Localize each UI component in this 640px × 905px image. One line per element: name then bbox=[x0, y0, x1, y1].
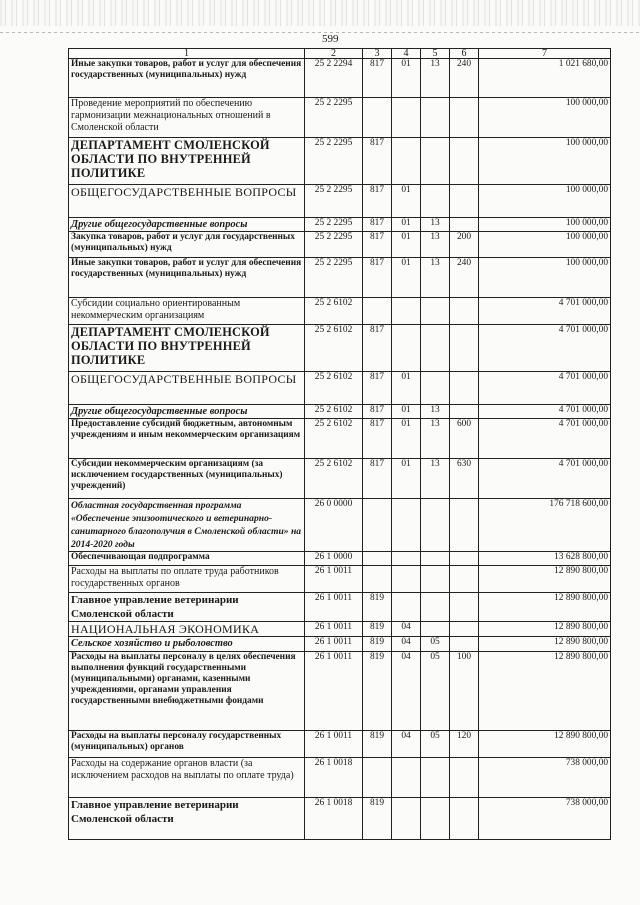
row-name: Областная государственная программа «Обеспечение эпизоотического и ветеринарно-санитарного благополучия в Смоленской области» на 2014-2020 годы bbox=[69, 499, 305, 552]
table-row bbox=[69, 258, 611, 298]
expense-type: 630 bbox=[450, 459, 479, 499]
target-code: 26 1 0011 bbox=[305, 566, 363, 593]
section-code bbox=[392, 325, 421, 372]
scan-line bbox=[0, 32, 640, 33]
section-code: 01 bbox=[392, 218, 421, 232]
gov-code: 817 bbox=[363, 372, 392, 405]
page-number: 599 bbox=[322, 33, 339, 45]
amount: 100 000,00 bbox=[479, 138, 611, 185]
target-code: 26 1 0018 bbox=[305, 798, 363, 840]
subsection-code bbox=[421, 325, 450, 372]
amount: 100 000,00 bbox=[479, 185, 611, 218]
expense-type bbox=[450, 185, 479, 218]
row-name: Субсидии некоммерческим организациям (за исключением государственных (муниципальных) учреждений) bbox=[69, 459, 305, 499]
row-name: Расходы на содержание органов власти (за исключением расходов на выплаты по оплате труда) bbox=[69, 758, 305, 798]
section-code bbox=[392, 552, 421, 566]
subsection-code bbox=[421, 758, 450, 798]
gov-code bbox=[363, 552, 392, 566]
col-header: 3 bbox=[363, 49, 392, 59]
amount: 100 000,00 bbox=[479, 232, 611, 258]
row-name: Закупка товаров, работ и услуг для государственных (муниципальных) нужд bbox=[69, 232, 305, 258]
amount: 4 701 000,00 bbox=[479, 419, 611, 459]
target-code: 25 2 6102 bbox=[305, 419, 363, 459]
row-name: Обеспечивающая подпрограмма bbox=[69, 552, 305, 566]
table-row bbox=[69, 325, 611, 372]
target-code: 26 1 0011 bbox=[305, 637, 363, 652]
section-code bbox=[392, 138, 421, 185]
expense-type bbox=[450, 372, 479, 405]
row-name: Расходы на выплаты по оплате труда работников государственных органов bbox=[69, 566, 305, 593]
expense-type bbox=[450, 566, 479, 593]
gov-code: 819 bbox=[363, 731, 392, 758]
subsection-code bbox=[421, 552, 450, 566]
row-name: Субсидии социально ориентированным некоммерческим организациям bbox=[69, 298, 305, 325]
table-row bbox=[69, 499, 611, 552]
section-code: 04 bbox=[392, 731, 421, 758]
table-row bbox=[69, 419, 611, 459]
table-row bbox=[69, 218, 611, 232]
expense-type bbox=[450, 499, 479, 552]
section-code: 04 bbox=[392, 622, 421, 637]
amount: 4 701 000,00 bbox=[479, 298, 611, 325]
expense-type bbox=[450, 622, 479, 637]
subsection-code bbox=[421, 298, 450, 325]
subsection-code bbox=[421, 566, 450, 593]
expense-type bbox=[450, 138, 479, 185]
section-code bbox=[392, 566, 421, 593]
target-code: 26 1 0011 bbox=[305, 593, 363, 622]
table-row bbox=[69, 405, 611, 419]
table-row bbox=[69, 637, 611, 652]
budget-table bbox=[68, 48, 611, 840]
target-code: 26 1 0011 bbox=[305, 731, 363, 758]
gov-code: 819 bbox=[363, 622, 392, 637]
subsection-code: 13 bbox=[421, 459, 450, 499]
amount: 1 021 680,00 bbox=[479, 59, 611, 98]
target-code: 25 2 2295 bbox=[305, 185, 363, 218]
section-code: 01 bbox=[392, 419, 421, 459]
table-row bbox=[69, 59, 611, 98]
expense-type bbox=[450, 758, 479, 798]
row-name: Расходы на выплаты персоналу государственных (муниципальных) органов bbox=[69, 731, 305, 758]
gov-code: 817 bbox=[363, 258, 392, 298]
subsection-code: 13 bbox=[421, 59, 450, 98]
amount: 4 701 000,00 bbox=[479, 405, 611, 419]
target-code: 25 2 2294 bbox=[305, 59, 363, 98]
subsection-code bbox=[421, 372, 450, 405]
target-code: 26 1 0011 bbox=[305, 622, 363, 637]
section-code bbox=[392, 593, 421, 622]
section-code: 04 bbox=[392, 637, 421, 652]
expense-type bbox=[450, 98, 479, 138]
expense-type: 240 bbox=[450, 59, 479, 98]
gov-code: 817 bbox=[363, 218, 392, 232]
expense-type bbox=[450, 325, 479, 372]
row-name: Главное управление ветеринарии Смоленской области bbox=[69, 798, 305, 840]
row-name: Предоставление субсидий бюджетным, автономным учреждениям и иным некоммерческим организациям bbox=[69, 419, 305, 459]
col-header: 7 bbox=[479, 49, 611, 59]
amount: 100 000,00 bbox=[479, 258, 611, 298]
target-code: 25 2 2295 bbox=[305, 258, 363, 298]
subsection-code bbox=[421, 138, 450, 185]
target-code: 25 2 6102 bbox=[305, 405, 363, 419]
row-name: ДЕПАРТАМЕНТ СМОЛЕНСКОЙ ОБЛАСТИ ПО ВНУТРЕННЕЙ ПОЛИТИКЕ bbox=[69, 325, 305, 372]
gov-code: 819 bbox=[363, 637, 392, 652]
expense-type bbox=[450, 798, 479, 840]
section-code bbox=[392, 758, 421, 798]
target-code: 25 2 6102 bbox=[305, 325, 363, 372]
subsection-code: 05 bbox=[421, 637, 450, 652]
target-code: 26 0 0000 bbox=[305, 499, 363, 552]
section-code: 01 bbox=[392, 232, 421, 258]
col-header: 1 bbox=[69, 49, 305, 59]
amount: 4 701 000,00 bbox=[479, 372, 611, 405]
section-code: 04 bbox=[392, 652, 421, 731]
section-code bbox=[392, 98, 421, 138]
target-code: 25 2 6102 bbox=[305, 459, 363, 499]
expense-type: 100 bbox=[450, 652, 479, 731]
expense-type bbox=[450, 593, 479, 622]
amount: 12 890 800,00 bbox=[479, 637, 611, 652]
table-row bbox=[69, 758, 611, 798]
amount: 12 890 800,00 bbox=[479, 593, 611, 622]
subsection-code: 05 bbox=[421, 652, 450, 731]
amount: 100 000,00 bbox=[479, 98, 611, 138]
section-code bbox=[392, 499, 421, 552]
gov-code bbox=[363, 298, 392, 325]
row-name: Главное управление ветеринарии Смоленской области bbox=[69, 593, 305, 622]
row-name: НАЦИОНАЛЬНАЯ ЭКОНОМИКА bbox=[69, 622, 305, 637]
gov-code bbox=[363, 98, 392, 138]
subsection-code: 13 bbox=[421, 258, 450, 298]
amount: 4 701 000,00 bbox=[479, 325, 611, 372]
expense-type: 200 bbox=[450, 232, 479, 258]
row-name: Расходы на выплаты персоналу в целях обеспечения выполнения функций государственными (муниципальными) органами, казенными учреждениями, органами управления государственными внебюджетными фондами bbox=[69, 652, 305, 731]
subsection-code bbox=[421, 499, 450, 552]
amount: 13 628 800,00 bbox=[479, 552, 611, 566]
expense-type bbox=[450, 552, 479, 566]
amount: 738 000,00 bbox=[479, 798, 611, 840]
target-code: 26 1 0011 bbox=[305, 652, 363, 731]
subsection-code: 13 bbox=[421, 218, 450, 232]
gov-code: 819 bbox=[363, 593, 392, 622]
table-row bbox=[69, 566, 611, 593]
amount: 738 000,00 bbox=[479, 758, 611, 798]
row-name: ОБЩЕГОСУДАРСТВЕННЫЕ ВОПРОСЫ bbox=[69, 372, 305, 405]
table-row bbox=[69, 232, 611, 258]
gov-code: 817 bbox=[363, 185, 392, 218]
header-row bbox=[69, 49, 611, 59]
amount: 12 890 800,00 bbox=[479, 622, 611, 637]
gov-code: 817 bbox=[363, 232, 392, 258]
row-name: ОБЩЕГОСУДАРСТВЕННЫЕ ВОПРОСЫ bbox=[69, 185, 305, 218]
section-code: 01 bbox=[392, 372, 421, 405]
scan-noise bbox=[0, 0, 640, 26]
target-code: 25 2 6102 bbox=[305, 298, 363, 325]
row-name: Иные закупки товаров, работ и услуг для обеспечения государственных (муниципальных) нужд bbox=[69, 258, 305, 298]
subsection-code: 13 bbox=[421, 405, 450, 419]
row-name: ДЕПАРТАМЕНТ СМОЛЕНСКОЙ ОБЛАСТИ ПО ВНУТРЕННЕЙ ПОЛИТИКЕ bbox=[69, 138, 305, 185]
subsection-code bbox=[421, 798, 450, 840]
section-code bbox=[392, 298, 421, 325]
table-row bbox=[69, 298, 611, 325]
row-name: Проведение мероприятий по обеспечению гармонизации межнациональных отношений в Смоленской области bbox=[69, 98, 305, 138]
amount: 176 718 600,00 bbox=[479, 499, 611, 552]
section-code: 01 bbox=[392, 59, 421, 98]
table-row bbox=[69, 622, 611, 637]
expense-type bbox=[450, 298, 479, 325]
amount: 4 701 000,00 bbox=[479, 459, 611, 499]
target-code: 26 1 0018 bbox=[305, 758, 363, 798]
gov-code: 819 bbox=[363, 798, 392, 840]
section-code: 01 bbox=[392, 185, 421, 218]
amount: 100 000,00 bbox=[479, 218, 611, 232]
expense-type bbox=[450, 405, 479, 419]
gov-code bbox=[363, 566, 392, 593]
table-row bbox=[69, 98, 611, 138]
subsection-code bbox=[421, 185, 450, 218]
amount: 12 890 800,00 bbox=[479, 566, 611, 593]
gov-code bbox=[363, 758, 392, 798]
table-row bbox=[69, 185, 611, 218]
gov-code: 817 bbox=[363, 405, 392, 419]
expense-type bbox=[450, 637, 479, 652]
amount: 12 890 800,00 bbox=[479, 731, 611, 758]
section-code: 01 bbox=[392, 459, 421, 499]
subsection-code bbox=[421, 593, 450, 622]
target-code: 25 2 2295 bbox=[305, 232, 363, 258]
subsection-code bbox=[421, 98, 450, 138]
table-row bbox=[69, 652, 611, 731]
target-code: 26 1 0000 bbox=[305, 552, 363, 566]
row-name: Другие общегосударственные вопросы bbox=[69, 405, 305, 419]
subsection-code: 13 bbox=[421, 419, 450, 459]
subsection-code: 05 bbox=[421, 731, 450, 758]
section-code: 01 bbox=[392, 258, 421, 298]
gov-code: 817 bbox=[363, 459, 392, 499]
table-row bbox=[69, 459, 611, 499]
target-code: 25 2 2295 bbox=[305, 218, 363, 232]
section-code bbox=[392, 798, 421, 840]
expense-type: 120 bbox=[450, 731, 479, 758]
table-row bbox=[69, 138, 611, 185]
table-row bbox=[69, 731, 611, 758]
expense-type: 600 bbox=[450, 419, 479, 459]
target-code: 25 2 2295 bbox=[305, 98, 363, 138]
expense-type: 240 bbox=[450, 258, 479, 298]
table-row bbox=[69, 593, 611, 622]
row-name: Сельское хозяйство и рыболовство bbox=[69, 637, 305, 652]
table-row bbox=[69, 798, 611, 840]
gov-code: 817 bbox=[363, 59, 392, 98]
col-header: 6 bbox=[450, 49, 479, 59]
table-row bbox=[69, 552, 611, 566]
col-header: 5 bbox=[421, 49, 450, 59]
row-name: Иные закупки товаров, работ и услуг для обеспечения государственных (муниципальных) нужд bbox=[69, 59, 305, 98]
amount: 12 890 800,00 bbox=[479, 652, 611, 731]
target-code: 25 2 2295 bbox=[305, 138, 363, 185]
section-code: 01 bbox=[392, 405, 421, 419]
expense-type bbox=[450, 218, 479, 232]
gov-code: 819 bbox=[363, 652, 392, 731]
table-row bbox=[69, 372, 611, 405]
gov-code: 817 bbox=[363, 325, 392, 372]
subsection-code bbox=[421, 622, 450, 637]
gov-code bbox=[363, 499, 392, 552]
target-code: 25 2 6102 bbox=[305, 372, 363, 405]
col-header: 4 bbox=[392, 49, 421, 59]
row-name: Другие общегосударственные вопросы bbox=[69, 218, 305, 232]
col-header: 2 bbox=[305, 49, 363, 59]
gov-code: 817 bbox=[363, 138, 392, 185]
gov-code: 817 bbox=[363, 419, 392, 459]
subsection-code: 13 bbox=[421, 232, 450, 258]
